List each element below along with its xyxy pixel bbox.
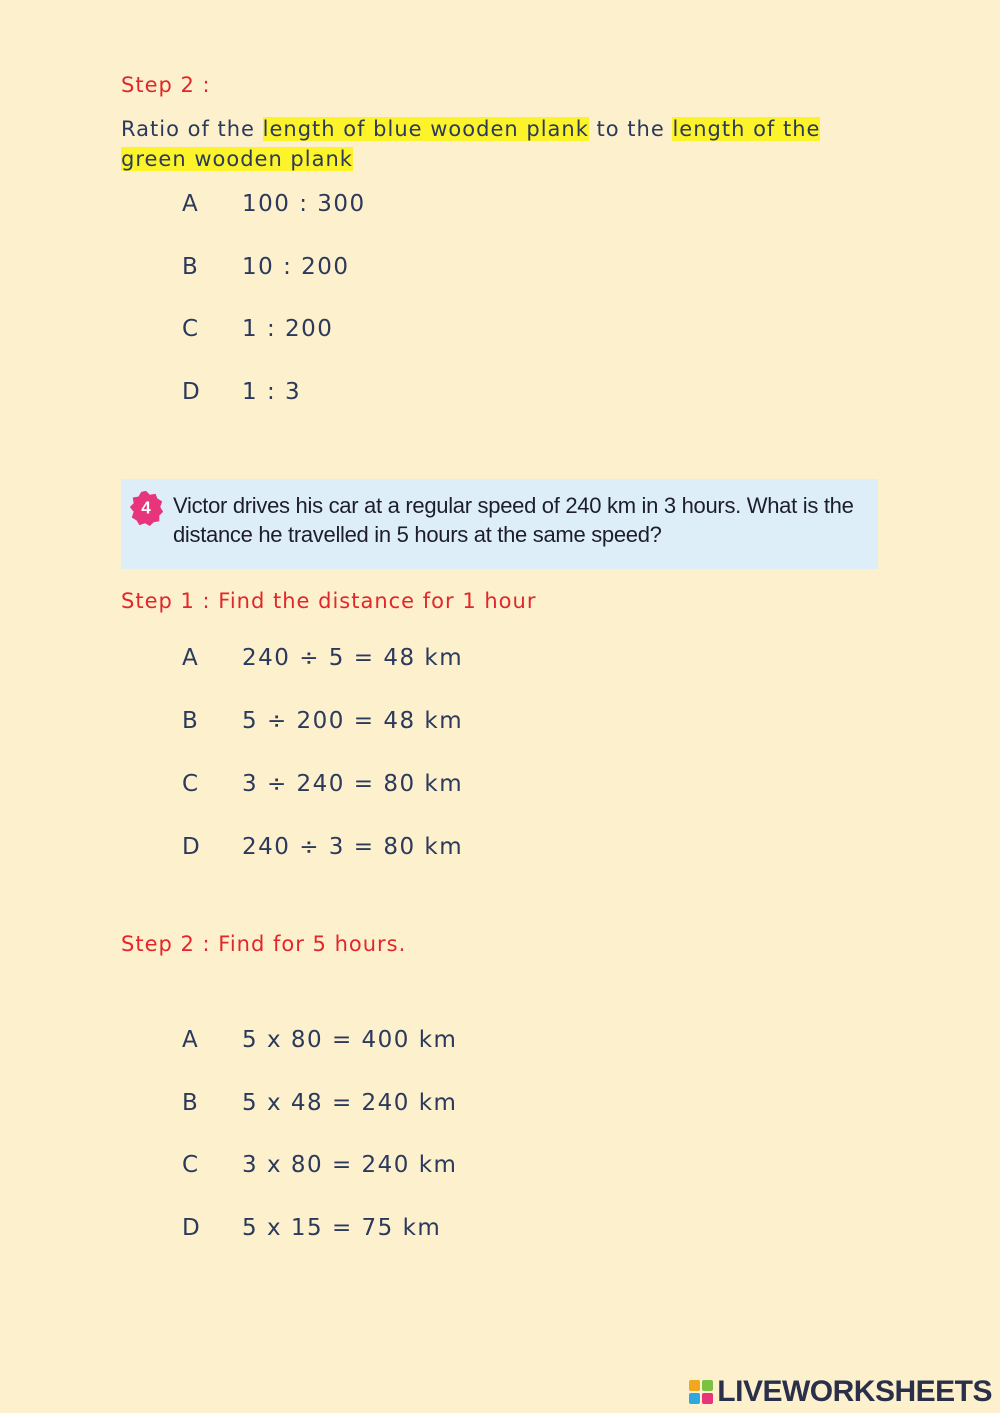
option-value: 5 x 80 = 400 km	[242, 1027, 458, 1053]
question-number-badge-icon	[127, 489, 165, 527]
option-value: 240 ÷ 3 = 80 km	[242, 834, 464, 860]
option-letter: A	[182, 1027, 200, 1053]
question-number: 4	[141, 498, 151, 518]
option-letter: A	[182, 191, 200, 217]
option-letter: C	[182, 1152, 200, 1178]
option-value: 5 ÷ 200 = 48 km	[242, 708, 464, 734]
ratio-highlight-2: length of the green wooden plank	[121, 117, 821, 171]
option-value: 1 : 200	[242, 316, 334, 342]
option-value: 240 ÷ 5 = 48 km	[242, 645, 464, 671]
option-value: 5 x 15 = 75 km	[242, 1215, 442, 1241]
liveworksheets-grid-icon	[689, 1380, 713, 1404]
ratio-text-2: to the	[588, 117, 673, 141]
question-4-box	[121, 479, 878, 569]
step-2-label: Step 2 :	[121, 73, 211, 97]
ratio-text-1: Ratio of the	[121, 117, 263, 141]
option-letter: D	[182, 1215, 202, 1241]
option-letter: D	[182, 834, 202, 860]
option-letter: D	[182, 379, 202, 405]
step-2-find-label: Step 2 : Find for 5 hours.	[121, 932, 407, 956]
option-value: 10 : 200	[242, 254, 350, 280]
option-letter: C	[182, 771, 200, 797]
logo-text: LIVEWORKSHEETS	[717, 1375, 992, 1408]
option-value: 1 : 3	[242, 379, 302, 405]
option-letter: C	[182, 316, 200, 342]
step-1-label: Step 1 : Find the distance for 1 hour	[121, 589, 537, 613]
option-value: 100 : 300	[242, 191, 366, 217]
liveworksheets-logo	[689, 1375, 992, 1409]
ratio-highlight-1: length of blue wooden plank	[262, 117, 589, 141]
option-value: 3 ÷ 240 = 80 km	[242, 771, 464, 797]
option-value: 3 x 80 = 240 km	[242, 1152, 458, 1178]
ratio-question	[121, 114, 881, 174]
option-letter: A	[182, 645, 200, 671]
option-letter: B	[182, 1090, 200, 1116]
option-letter: B	[182, 254, 200, 280]
question-4-text: Victor drives his car at a regular speed of 240 km in 3 hours. What is the distance he travelled in 5 hours at the same speed?	[173, 493, 854, 547]
option-value: 5 x 48 = 240 km	[242, 1090, 458, 1116]
option-letter: B	[182, 708, 200, 734]
